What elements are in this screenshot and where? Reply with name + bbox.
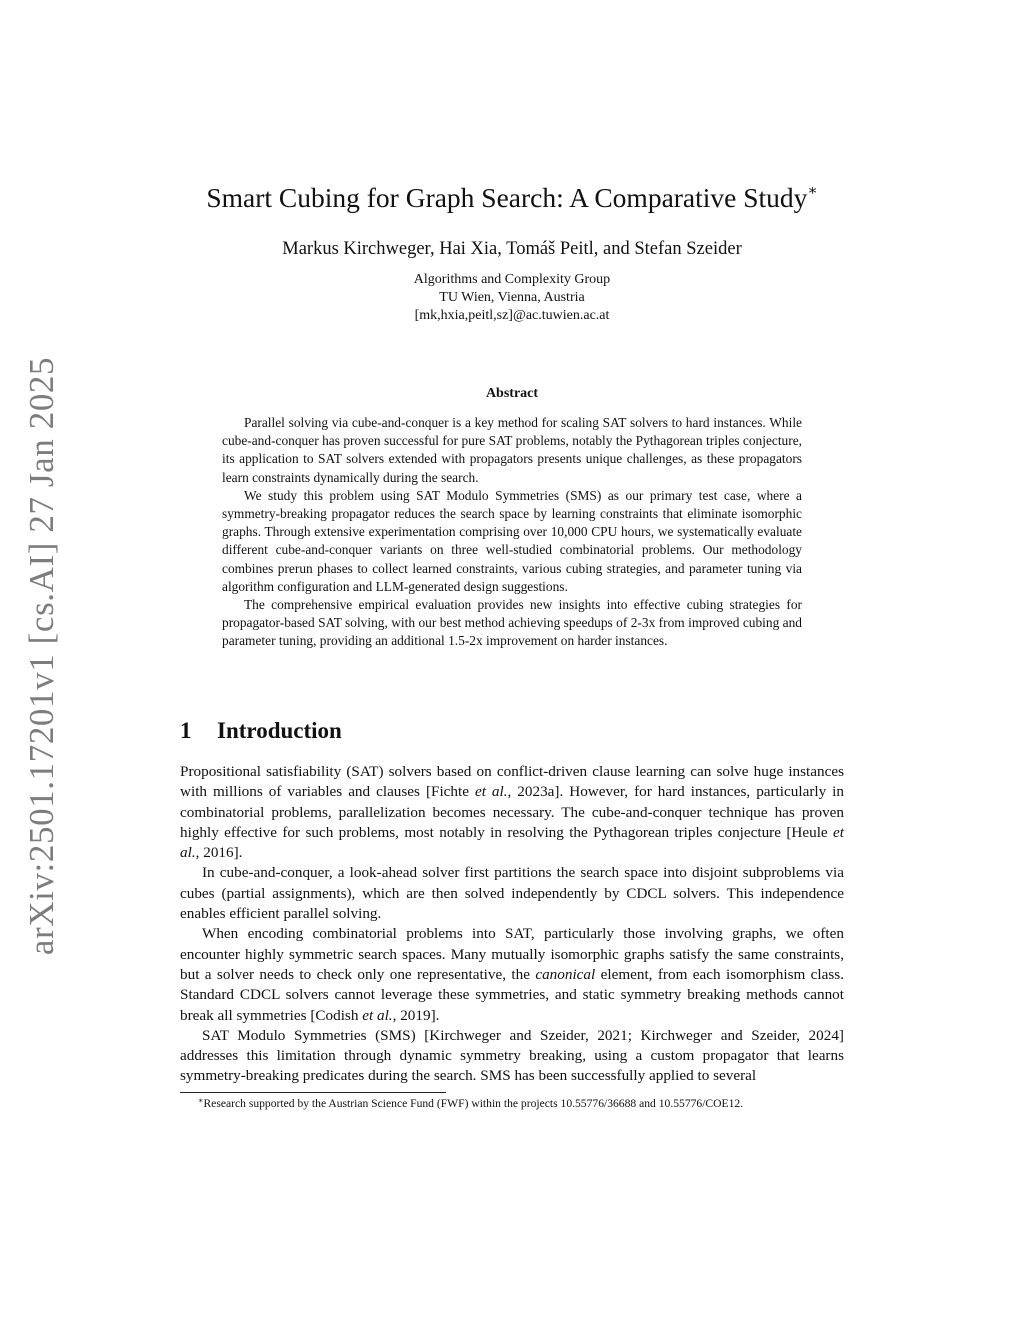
footnote [180, 1096, 844, 1111]
emphasis: et al. [362, 1006, 393, 1024]
footnote-mark: ∗ [198, 1096, 204, 1105]
abstract-heading: Abstract [485, 386, 539, 401]
body-paragraph [180, 762, 844, 863]
footnote-divider [180, 1092, 446, 1093]
section-title: Introduction [217, 718, 342, 743]
title-footnote-mark: ∗ [807, 183, 818, 199]
paper-title-text: Smart Cubing for Graph Search: A Comparative Study [206, 182, 808, 213]
text-run: element, from each isomorphism class. Standard CDCL solvers cannot leverage these symmetries, and static symmetry breaking methods cannot break all symmetries [Codish [180, 965, 844, 1024]
abstract-paragraph: The comprehensive empirical evaluation provides new insights into effective cubing strategies for propagator-based SAT solving, with our best method achieving speedups of 2-3x from improved cubing and parameter tuning, providing an additional 1.5-2x improvement on harder instances. [222, 597, 802, 649]
body-paragraph: In cube-and-conquer, a look-ahead solver first partitions the search space into disjoint subproblems via cubes (partial assignments), which are then solved independently by CDCL solvers. This independence enables efficient parallel solving. [180, 864, 844, 923]
section-number: 1 [180, 718, 192, 743]
text-run: , 2019]. [392, 1006, 440, 1024]
footnote-text: Research supported by the Austrian Science Fund (FWF) within the projects 10.55776/36688 and 10.55776/COE12. [203, 1097, 744, 1110]
section-heading-introduction [180, 716, 342, 746]
emphasis: canonical [535, 965, 596, 983]
text-run: When encoding combinatorial problems into SAT, particularly those involving graphs, we often encounter highly symmetric search spaces. Many mutually isomorphic graphs satisfy the same constraints, but a solver needs to check only one representative, the [180, 925, 844, 983]
text-run: , 2023a]. However, for hard instances, particularly in combinatorial problems, parallelization becomes necessary. The cube-and-conquer technique has proven highly effective for such problems, most notably in resolving the Pythagorean triples conjecture [Heule [180, 783, 844, 841]
body-paragraph [180, 924, 844, 1025]
arxiv-identifier-text: arXiv:2501.17201v1 [cs.AI] 27 Jan 2025 [22, 356, 61, 956]
emphasis: et al. [474, 783, 508, 801]
abstract-paragraph: Parallel solving via cube-and-conquer is a key method for scaling SAT solvers to hard instances. While cube-and-conquer has proven successful for pure SAT problems, notably the Pythagorean triples conjecture, its application to SAT solvers extended with propagators presents unique challenges, as these propagators learn constraints dynamically during the search. [222, 415, 802, 485]
author-list: Markus Kirchweger, Hai Xia, Tomáš Peitl, and Stefan Szeider [282, 239, 742, 259]
arxiv-identifier [20, 356, 64, 956]
emphasis: et al. [180, 823, 844, 862]
body-paragraph: SAT Modulo Symmetries (SMS) [Kirchweger and Szeider, 2021; Kirchweger and Szeider, 2024] addresses this limitation through dynamic symmetry breaking, using a custom propagator that learns symmetry-breaking predicates during the search. SMS has been successfully applied to several [180, 1026, 844, 1085]
abstract-body [222, 414, 802, 651]
affiliation-block [180, 271, 844, 325]
affiliation-emails: [mk,hxia,peitl,sz]@ac.tuwien.ac.at [414, 308, 610, 323]
text-run: , 2016]. [195, 844, 243, 862]
affiliation-group: Algorithms and Complexity Group [413, 272, 611, 287]
affiliation-institution: TU Wien, Vienna, Austria [439, 290, 585, 305]
abstract-paragraph: We study this problem using SAT Modulo Symmetries (SMS) as our primary test case, where a symmetry-breaking propagator reduces the search space by learning constraints that eliminate isomorphic graphs. Through extensive experimentation comprising over 10,000 CPU hours, we systematically evaluate different cube-and-conquer variants on three well-studied combinatorial problems. Our methodology combines prerun phases to collect learned constraints, various cubing strategies, and parameter tuning via algorithm configuration and LLM-generated design suggestions. [222, 487, 802, 594]
paper-title [180, 180, 844, 216]
text-run: Propositional satisfiability (SAT) solvers based on conflict-driven clause learning can solve huge instances with millions of variables and clauses [Fichte [180, 763, 844, 801]
introduction-body [180, 762, 844, 1087]
